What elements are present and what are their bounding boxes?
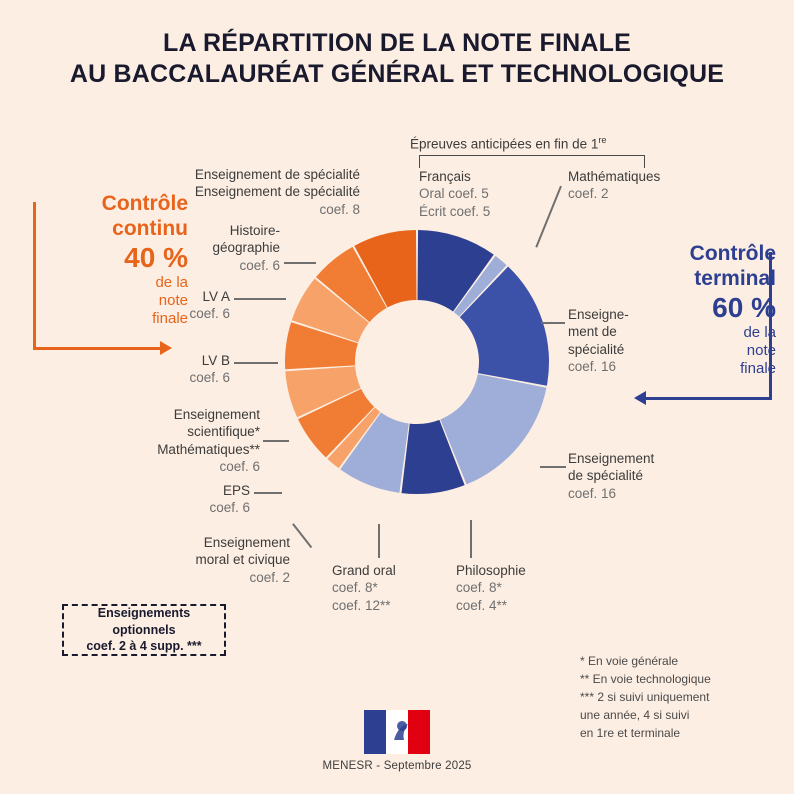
epreuves-anticipees-title: Épreuves anticipées en fin de 1re <box>410 135 607 152</box>
label-ens-sci-name2: scientifique* <box>187 424 260 440</box>
right-bracket-arm <box>642 397 772 400</box>
footer-caption: MENESR - Septembre 2025 <box>322 760 472 772</box>
controle-terminal-line4: note <box>746 341 776 359</box>
label-specialite-1 <box>568 306 698 375</box>
label-grand-oral-coef-techno: coef. 12** <box>332 597 391 613</box>
label-eps-coef: coef. 6 <box>209 500 250 516</box>
label-philosophie <box>456 562 576 614</box>
controle-continu-line5: finale <box>152 309 188 327</box>
label-philosophie-coef-generale: coef. 8* <box>456 580 502 596</box>
footnote-4: en 1re et terminale <box>580 726 681 740</box>
label-specialite-2-name2: de spécialité <box>568 468 644 484</box>
label-eps <box>140 482 250 517</box>
page-title-line2: AU BACCALAURÉAT GÉNÉRAL ET TECHNOLOGIQUE <box>69 60 725 89</box>
right-arrow-icon <box>634 391 646 405</box>
left-bracket-arm <box>33 347 163 350</box>
label-specialite-1-name1: Enseigne- <box>568 307 629 322</box>
label-emc-coef: coef. 2 <box>249 569 290 585</box>
label-histoire-geographie <box>130 222 280 274</box>
footnote-2: *** 2 si suivi uniquement <box>580 690 710 704</box>
label-enseignement-scientifique <box>88 406 260 475</box>
label-specialite-1re-name1: Enseignement de spécialité <box>194 167 360 182</box>
label-specialite-2 <box>568 450 708 502</box>
label-ens-sci-coef: coef. 6 <box>219 458 260 474</box>
controle-terminal-line2: terminal <box>694 266 776 290</box>
label-histgeo-name1: Histoire- <box>229 223 280 238</box>
label-grand-oral-name: Grand oral <box>332 563 396 578</box>
footer <box>0 710 794 772</box>
label-francais-coef-oral: Oral coef. 5 <box>419 186 489 202</box>
footnote-0: * En voie générale <box>580 654 679 668</box>
label-lvb-name: LV B <box>201 353 230 368</box>
label-specialite-2-name1: Enseignement <box>568 451 655 466</box>
leader-line-emc <box>292 524 312 549</box>
enseignements-optionnels-box <box>62 604 226 656</box>
label-philosophie-coef-techno: coef. 4** <box>456 597 508 613</box>
label-mathematiques-anticipee <box>568 168 728 203</box>
leader-line-lva <box>234 298 286 300</box>
leader-line-histgeo <box>284 262 316 264</box>
page-title <box>0 28 794 91</box>
leader-line-grand-oral <box>378 524 380 558</box>
label-grand-oral <box>332 562 452 614</box>
label-francais-name: Français <box>419 169 471 184</box>
label-specialite-2-coef: coef. 16 <box>568 485 617 501</box>
label-lvb <box>120 352 230 387</box>
donut-slice <box>460 266 549 385</box>
controle-terminal-line3: de la <box>743 323 776 341</box>
label-eps-name: EPS <box>222 483 250 498</box>
label-emc-name1: Enseignement <box>203 535 290 550</box>
label-specialite-1-coef: coef. 16 <box>568 358 617 374</box>
label-specialite-1-name3: spécialité <box>568 341 625 357</box>
label-grand-oral-coef-generale: coef. 8* <box>332 580 378 596</box>
controle-continu-line3: de la <box>155 273 188 291</box>
leader-line-specialite-2 <box>540 466 566 468</box>
page-title-line1: LA RÉPARTITION DE LA NOTE FINALE <box>163 29 631 57</box>
label-lvb-coef: coef. 6 <box>189 370 230 386</box>
label-specialite-1-name2: ment de <box>568 324 617 340</box>
label-emc-name2: moral et civique <box>195 552 290 568</box>
label-specialite-1re-name2: Enseignement de spécialité <box>194 184 360 200</box>
leader-line-specialite-1 <box>541 322 565 324</box>
label-francais <box>419 168 559 220</box>
controle-terminal-percent: 60 % <box>712 291 776 323</box>
label-specialite-1re <box>110 166 360 218</box>
controle-continu-percent: 40 % <box>124 241 188 273</box>
label-histgeo-coef: coef. 6 <box>239 257 280 273</box>
label-mathematiques-coef: coef. 2 <box>568 186 609 202</box>
leader-line-eps <box>254 492 282 494</box>
donut-chart <box>277 222 557 502</box>
controle-terminal-line5: finale <box>740 359 776 377</box>
label-lva-coef: coef. 6 <box>189 306 230 322</box>
label-philosophie-name: Philosophie <box>456 563 526 578</box>
label-ens-sci-name1: Enseignement <box>173 407 260 422</box>
label-mathematiques-name: Mathématiques <box>568 169 661 184</box>
label-lva <box>120 288 230 323</box>
opt-box-line2: optionnels <box>112 622 176 637</box>
opt-box-line3: coef. 2 à 4 supp. *** <box>86 639 202 654</box>
label-francais-coef-ecrit: Écrit coef. 5 <box>419 203 491 219</box>
label-emc <box>130 534 290 586</box>
controle-continu-line1: Contrôle <box>101 192 188 215</box>
label-histgeo-name2: géographie <box>212 240 280 256</box>
label-ens-sci-name3: Mathématiques** <box>157 441 260 457</box>
label-lva-name: LV A <box>202 289 230 304</box>
controle-terminal-line1: Contrôle <box>689 242 776 265</box>
footnote-1: ** En voie technologique <box>580 672 711 686</box>
leader-line-lvb <box>234 362 278 364</box>
controle-continu-line2: continu <box>112 216 188 240</box>
label-specialite-1re-coef: coef. 8 <box>319 201 360 217</box>
leader-line-ens-sci <box>263 440 289 442</box>
french-republic-logo-icon <box>364 710 430 754</box>
donut-svg <box>277 222 557 502</box>
footnote-3: une année, 4 si suivi <box>580 708 690 722</box>
opt-box-line1: Enseignements <box>97 605 191 620</box>
leader-line-philosophie <box>470 520 472 558</box>
epreuves-anticipees-bracket <box>419 155 645 168</box>
controle-continu-line4: note <box>158 291 188 309</box>
